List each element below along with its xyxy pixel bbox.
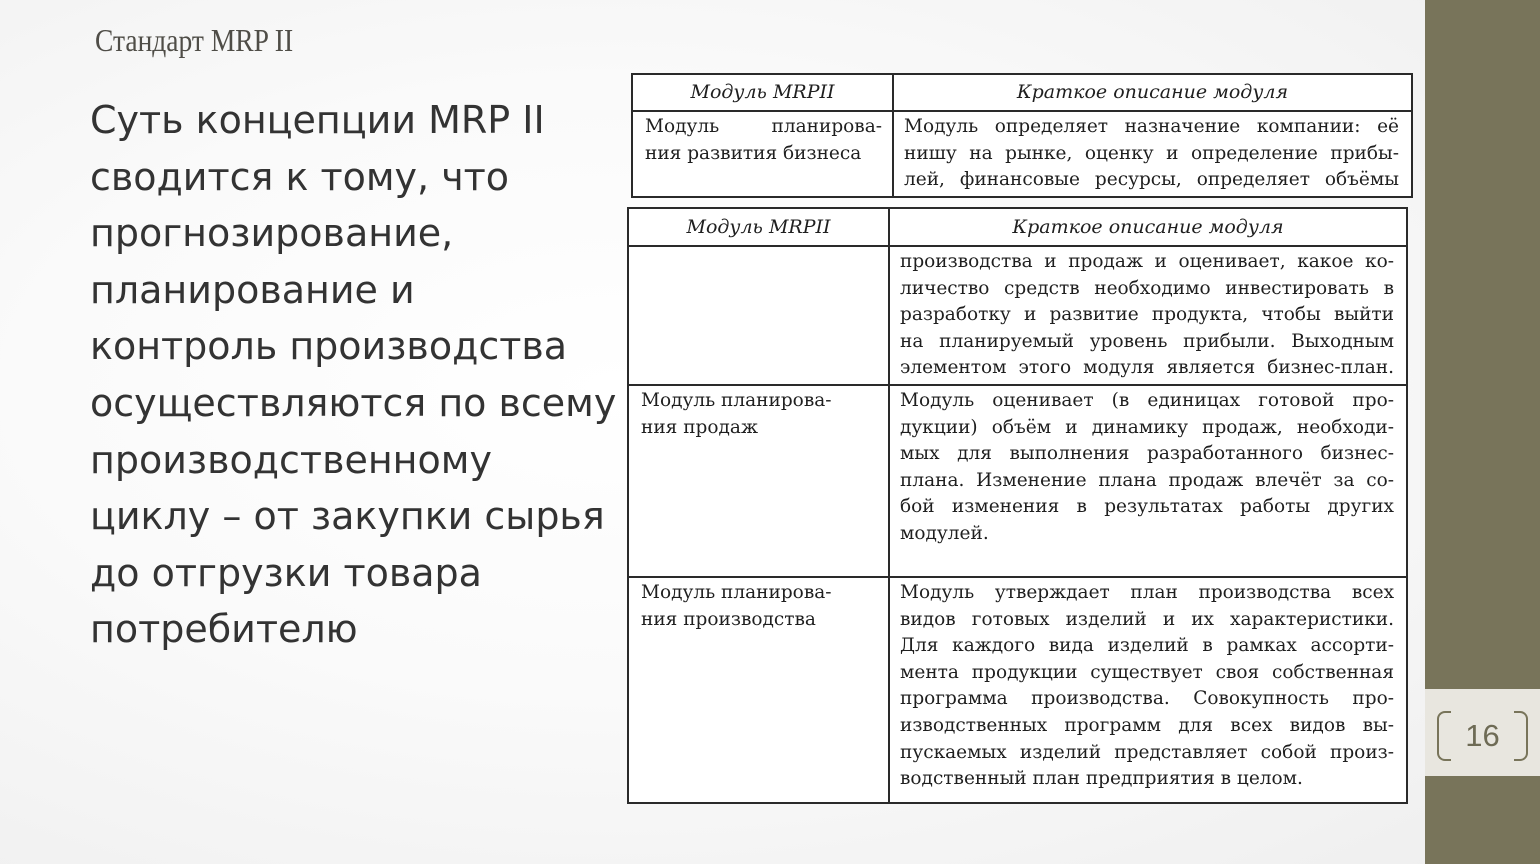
description-line: дукции) объём и динамику продаж, необходи- (900, 416, 1394, 438)
table-header-row (632, 74, 1412, 111)
left-bracket-decoration (1437, 711, 1451, 761)
module-name-cell (628, 577, 889, 803)
description-line: программа производства. Совокупность про- (900, 688, 1394, 710)
body-line: контроль производства (90, 324, 568, 369)
header-description: Краткое описание модуля (889, 208, 1407, 246)
module-name-line: Модуль планирова- (641, 389, 832, 411)
description-line: водственный план предприятия в целом. (900, 768, 1303, 790)
description-line: мента продукции существует своя собственная (900, 661, 1394, 683)
table-row (628, 577, 1407, 803)
description-line: разработку и развитие продукта, чтобы выйти (900, 304, 1394, 326)
module-name-line: ния производства (641, 608, 816, 630)
description-line: бой изменения в результатах работы других (900, 496, 1394, 518)
module-description-cell (893, 111, 1412, 197)
description-line: видов готовых изделий и их характеристики. (900, 608, 1394, 630)
description-line: изводственных программ для всех видов вы- (900, 714, 1394, 736)
description-line: Модуль оценивает (в единицах готовой про- (900, 389, 1394, 411)
body-line: потребителю (90, 607, 358, 652)
header-description: Краткое описание модуля (893, 74, 1412, 111)
body-line: до отгрузки товара (90, 550, 482, 595)
slide-body-text (90, 92, 615, 658)
table-row (628, 385, 1407, 577)
header-module: Модуль MRPII (628, 208, 889, 246)
module-name-line: ния развития бизнеса (645, 142, 862, 164)
table-row (628, 246, 1407, 385)
module-name-line: ния продаж (641, 416, 758, 438)
description-line: плана. Изменение плана продаж влечёт за со- (900, 469, 1394, 491)
module-description-cell (889, 385, 1407, 577)
description-line: элементом этого модуля является бизнес-план. (900, 357, 1394, 379)
description-line: лей, финансовые ресурсы, определяет объёмы (904, 169, 1399, 191)
body-line: планирование и (90, 267, 415, 312)
slide-title: Стандарт MRP II (95, 22, 294, 58)
body-line: сводится к тому, что (90, 154, 510, 199)
description-line: личество средств необходимо инвестировать в (900, 277, 1394, 299)
description-line: производства и продаж и оценивает, какое ко- (900, 251, 1394, 272)
page-number: 16 (1465, 718, 1500, 753)
table-header-row (628, 208, 1407, 246)
body-line: осуществляются по всему (90, 380, 617, 425)
description-line: на планируемый уровень прибыли. Выходным (900, 330, 1394, 352)
body-line: прогнозирование, (90, 211, 454, 256)
modules-table-top (631, 73, 1413, 198)
description-line: пускаемых изделий представляет собой произ- (900, 741, 1394, 763)
description-line: модулей. (900, 522, 989, 544)
header-module: Модуль MRPII (632, 74, 893, 111)
right-bracket-decoration (1514, 711, 1528, 761)
module-name-cell (628, 385, 889, 577)
modules-table-bottom (627, 207, 1408, 804)
description-line: нишу на рынке, оценку и определение прибы- (904, 142, 1399, 164)
description-line: Модуль определяет назначение компании: её (904, 116, 1399, 137)
module-description-cell (889, 577, 1407, 803)
module-description-cell (889, 246, 1407, 385)
module-name-cell (632, 111, 893, 197)
description-line: Для каждого вида изделий в рамках ассорти- (900, 635, 1394, 657)
table-row (632, 111, 1412, 197)
description-line: мых для выполнения разработанного бизнес- (900, 443, 1394, 465)
module-name-line: Модуль планирова- (645, 116, 882, 137)
body-line: Суть концепции MRP II (90, 98, 545, 142)
description-line: Модуль утверждает план производства всех (900, 581, 1394, 603)
body-line: циклу – от закупки сырья (90, 494, 605, 539)
body-line: производственному (90, 437, 492, 482)
module-name-cell (628, 246, 889, 385)
module-name-line: Модуль планирова- (641, 581, 832, 603)
